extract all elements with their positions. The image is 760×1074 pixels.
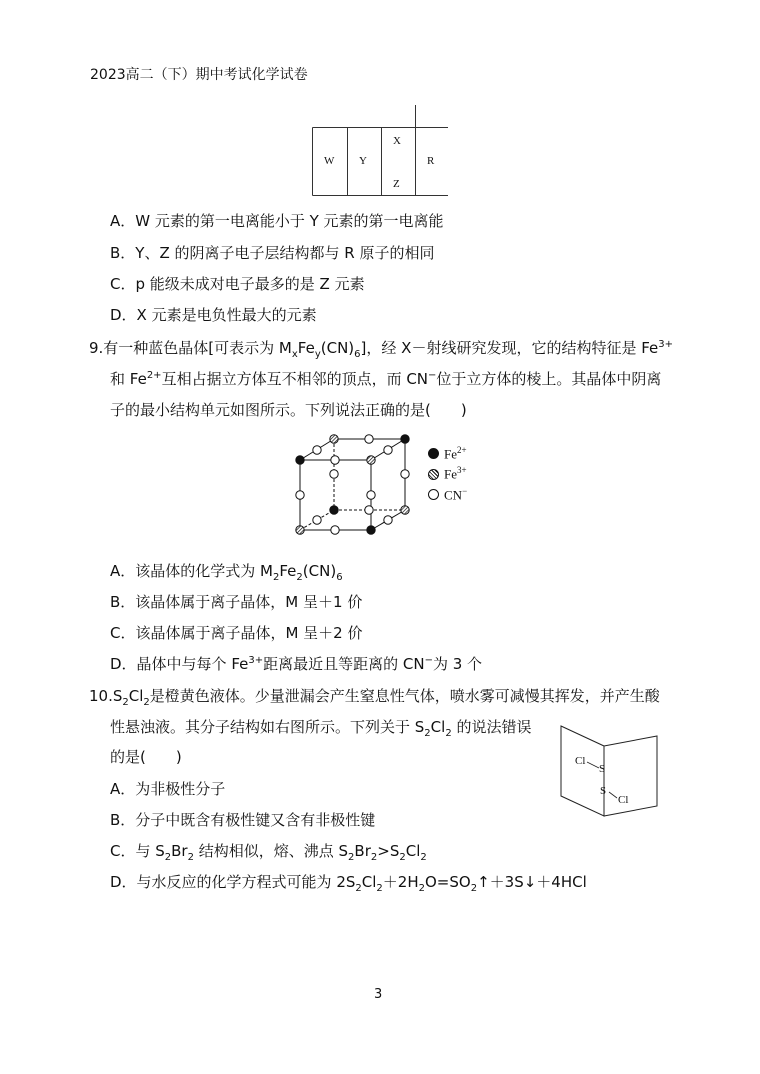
- page-number: 3: [374, 987, 383, 1002]
- crystal-legend: [428, 442, 467, 503]
- q10-option-a: A．为非极性分子: [110, 780, 226, 798]
- q10-option-b: B．分子中既含有极性键又含有非极性键: [110, 811, 376, 829]
- legend-fe3: $Fe^{3+}$: [428, 462, 467, 482]
- hatched-circle-icon: [428, 469, 439, 480]
- legend-cn: CN−: [428, 483, 467, 503]
- q9-option-b: B．该晶体属于离子晶体，M 呈＋1 价: [110, 593, 363, 611]
- atom-cl-bottom: Cl: [618, 794, 629, 806]
- page-header: 2023高二（下）期中考试化学试卷: [90, 67, 308, 83]
- atom-s-top: S: [599, 763, 606, 775]
- atom-s-bottom: S: [600, 785, 607, 797]
- table-divider: [415, 105, 416, 127]
- cell-x: X: [393, 135, 401, 147]
- q9-stem-line3: 子的最小结构单元如图所示。下列说法正确的是( ): [110, 401, 467, 419]
- periodic-table-fragment: [312, 127, 448, 196]
- q10-stem-line2: 性悬浊液。其分子结构如右图所示。下列关于 $S_2Cl_2$ 的说法错误: [110, 718, 532, 739]
- atom-cl-top: Cl: [575, 755, 586, 767]
- q8-option-d: D．X 元素是电负性最大的元素: [110, 306, 317, 324]
- open-circle-icon: [428, 489, 439, 500]
- q9-option-a: A．该晶体的化学式为 $M_2Fe_2(CN)_6$: [110, 562, 343, 583]
- q9-stem-line2: 和 $Fe^{2+}$互相占据立方体互不相邻的顶点，而 CN−位于立方体的棱上。其晶体中阴离: [110, 370, 662, 388]
- crystal-unit-cell-diagram: [290, 430, 420, 540]
- q9-option-d: D．晶体中与每个 $Fe^{3+}$距离最近且等距离的 CN−为 3 个: [110, 655, 483, 673]
- cell-z: Z: [393, 178, 400, 190]
- q8-option-a: A．W 元素的第一电离能小于 Y 元素的第一电离能: [110, 212, 444, 230]
- q9-stem-line1: 9.有一种蓝色晶体[可表示为 $M_xFe_y(CN)_6$]，经 X－射线研究发现，它的结构特征是 $Fe^{3+}$: [89, 339, 673, 360]
- q10-option-d: D．与水反应的化学方程式可能为 $2S_2Cl_2+2H_2O=SO_2↑+3S↓+4HCl$: [110, 873, 587, 894]
- cell-y: Y: [359, 155, 367, 167]
- cell-r: R: [427, 155, 435, 167]
- q8-option-b: B．Y、Z 的阴离子电子层结构都与 R 原子的相同: [110, 244, 435, 262]
- filled-circle-icon: [428, 448, 439, 459]
- q10-stem-line3: 的是( ): [110, 748, 182, 766]
- q10-stem-line1: $10.S_2Cl_2$是橙黄色液体。少量泄漏会产生窒息性气体，喷水雾可减慢其挥发，并产生酸: [89, 687, 660, 708]
- s2cl2-structure-diagram: [560, 722, 660, 818]
- legend-fe2: $Fe^{2+}$: [428, 442, 467, 462]
- q8-option-c: C．p 能级未成对电子最多的是 Z 元素: [110, 275, 365, 293]
- cell-w: W: [324, 155, 335, 167]
- q10-option-c: C．与 $S_2Br_2$ 结构相似，熔、沸点 $S_2Br_2>S_2Cl_2$: [110, 842, 427, 863]
- q9-option-c: C．该晶体属于离子晶体，M 呈＋2 价: [110, 624, 363, 642]
